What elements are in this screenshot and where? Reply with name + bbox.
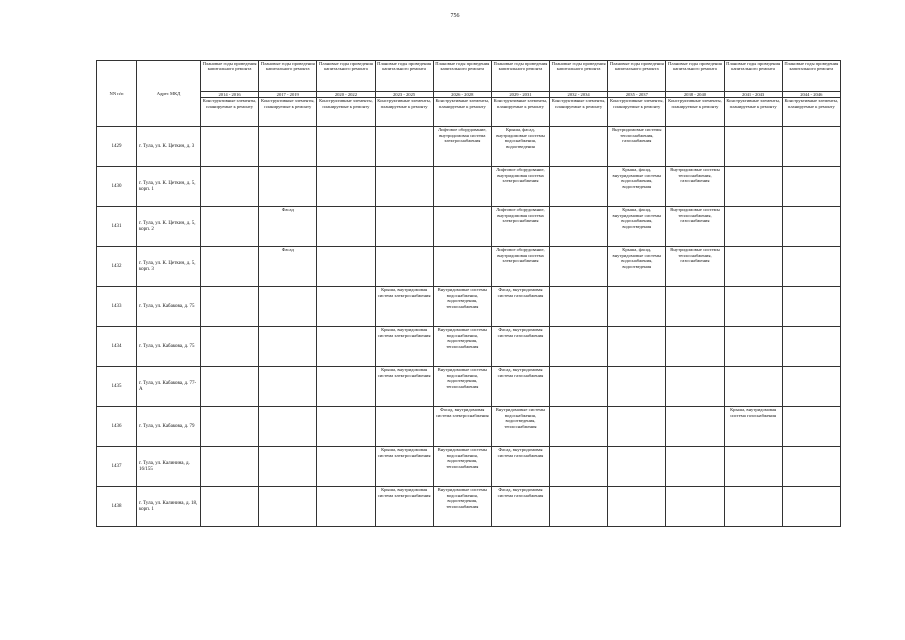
row-address: г. Тула, ул. Кабакова, д. 75: [137, 327, 201, 367]
repair-elements-cell: [375, 247, 433, 287]
period-subtitle-4: Конструктивные элементы, планируемые к ремонту: [375, 98, 433, 127]
period-title-1: Плановые годы проведения капитального ремонта: [201, 61, 259, 92]
period-title-7: Плановые годы проведения капитального ремонта: [550, 61, 608, 92]
repair-elements-cell: [724, 327, 782, 367]
repair-elements-cell: Внутридомовые системы водоснабжения, водоотведения, теплоснабжения: [433, 367, 491, 407]
row-address: г. Тула, ул. К. Цеткин, д. 5, корп. 1: [137, 167, 201, 207]
repair-elements-cell: [724, 367, 782, 407]
repair-elements-cell: [782, 127, 840, 167]
repair-elements-cell: [317, 167, 375, 207]
period-years-10: 2041 - 2043: [724, 92, 782, 98]
table-row: [97, 167, 841, 207]
repair-elements-cell: Фасад, внутридомовая система газоснабжения: [491, 487, 549, 527]
repair-elements-cell: Крыша, фасад, внутридомовые системы водоснабжения, водоотведения: [608, 207, 666, 247]
table-row: [97, 487, 841, 527]
repair-elements-cell: Крыша, фасад, внутридомовые системы водоснабжения, водоотведения: [608, 247, 666, 287]
repair-elements-cell: [317, 487, 375, 527]
repair-elements-cell: Крыша, фасад, внутридомовые системы водоснабжения, водоотведения: [608, 167, 666, 207]
repair-elements-cell: [550, 447, 608, 487]
repair-elements-cell: [782, 447, 840, 487]
period-title-3: Плановые годы проведения капитального ремонта: [317, 61, 375, 92]
period-years-9: 2038 - 2040: [666, 92, 724, 98]
repair-elements-cell: Внутридомовые системы водоснабжения, водоотведения, теплоснабжения: [433, 327, 491, 367]
repair-elements-cell: [782, 407, 840, 447]
repair-elements-cell: [666, 327, 724, 367]
row-number: 1433: [97, 287, 137, 327]
period-subtitle-3: Конструктивные элементы, планируемые к ремонту: [317, 98, 375, 127]
period-subtitle-7: Конструктивные элементы, планируемые к ремонту: [550, 98, 608, 127]
repair-elements-cell: [259, 487, 317, 527]
period-title-2: Плановые годы проведения капитального ремонта: [259, 61, 317, 92]
row-number: 1432: [97, 247, 137, 287]
repair-elements-cell: [724, 287, 782, 327]
repair-elements-cell: [608, 447, 666, 487]
period-years-3: 2020 - 2022: [317, 92, 375, 98]
repair-elements-cell: [550, 127, 608, 167]
repair-elements-cell: Крыша, внутридомовая система электроснабжения: [375, 327, 433, 367]
capital-repair-plan-table: [96, 60, 841, 527]
repair-elements-cell: [666, 127, 724, 167]
repair-elements-cell: Внутридомовые системы водоснабжения, водоотведения, теплоснабжения: [433, 287, 491, 327]
repair-elements-cell: Внутридомовые системы теплоснабжения, газоснабжения: [666, 247, 724, 287]
period-years-8: 2035 - 2037: [608, 92, 666, 98]
address-column-header: Адрес МКД: [137, 61, 201, 127]
repair-elements-cell: [550, 247, 608, 287]
repair-elements-cell: [259, 127, 317, 167]
table-row: [97, 447, 841, 487]
period-title-8: Плановые годы проведения капитального ремонта: [608, 61, 666, 92]
period-years-6: 2029 - 2031: [491, 92, 549, 98]
row-address: г. Тула, ул. К. Цеткин, д. 3: [137, 127, 201, 167]
period-years-4: 2023 - 2025: [375, 92, 433, 98]
table-body: [97, 127, 841, 527]
repair-elements-cell: [375, 127, 433, 167]
period-subtitle-2: Конструктивные элементы, планируемые к ремонту: [259, 98, 317, 127]
repair-elements-cell: Фасад, внутридомовая система газоснабжения: [491, 287, 549, 327]
row-number: 1438: [97, 487, 137, 527]
repair-elements-cell: Внутридомовые системы теплоснабжения, газоснабжения: [666, 167, 724, 207]
repair-elements-cell: [550, 407, 608, 447]
repair-elements-cell: [201, 407, 259, 447]
repair-elements-cell: [375, 167, 433, 207]
row-address: г. Тула, ул. К. Цеткин, д. 5, корп. 2: [137, 207, 201, 247]
repair-elements-cell: [433, 207, 491, 247]
repair-elements-cell: [201, 327, 259, 367]
repair-elements-cell: [608, 487, 666, 527]
period-title-9: Плановые годы проведения капитального ремонта: [666, 61, 724, 92]
repair-elements-cell: Фасад: [259, 247, 317, 287]
repair-elements-cell: Крыша, внутридомовая система электроснабжения: [375, 487, 433, 527]
row-number: 1435: [97, 367, 137, 407]
repair-elements-cell: Внутридомовые системы теплоснабжения, газоснабжения: [608, 127, 666, 167]
repair-elements-cell: [317, 407, 375, 447]
repair-elements-cell: Фасад, внутридомовая система газоснабжения: [491, 327, 549, 367]
period-title-11: Плановые годы проведения капитального ремонта: [782, 61, 840, 92]
repair-elements-cell: [201, 127, 259, 167]
repair-elements-cell: [201, 287, 259, 327]
repair-elements-cell: [608, 367, 666, 407]
repair-elements-cell: [317, 207, 375, 247]
repair-elements-cell: Лифтовое оборудование, внутридомовая система электроснабжения: [433, 127, 491, 167]
period-title-10: Плановые годы проведения капитального ремонта: [724, 61, 782, 92]
num-column-header: NN п/п: [97, 61, 137, 127]
period-years-1: 2014 - 2016: [201, 92, 259, 98]
repair-elements-cell: [317, 247, 375, 287]
repair-elements-cell: [550, 327, 608, 367]
table-header: [97, 61, 841, 127]
repair-elements-cell: [550, 287, 608, 327]
period-title-6: Плановые годы проведения капитального ремонта: [491, 61, 549, 92]
period-title-5: Плановые годы проведения капитального ремонта: [433, 61, 491, 92]
repair-elements-cell: [201, 367, 259, 407]
repair-elements-cell: [259, 287, 317, 327]
repair-elements-cell: [201, 447, 259, 487]
repair-elements-cell: [317, 327, 375, 367]
repair-elements-cell: [666, 487, 724, 527]
period-years-5: 2026 - 2028: [433, 92, 491, 98]
repair-elements-cell: [608, 287, 666, 327]
repair-elements-cell: Внутридомовые системы водоснабжения, водоотведения, теплоснабжения: [491, 407, 549, 447]
repair-elements-cell: [724, 487, 782, 527]
repair-elements-cell: [317, 447, 375, 487]
repair-elements-cell: [608, 407, 666, 447]
repair-elements-cell: [724, 247, 782, 287]
repair-elements-cell: Лифтовое оборудование, внутридомовая система электроснабжения: [491, 247, 549, 287]
repair-elements-cell: Внутридомовые системы водоснабжения, водоотведения, теплоснабжения: [433, 447, 491, 487]
period-years-2: 2017 - 2019: [259, 92, 317, 98]
repair-elements-cell: [666, 367, 724, 407]
period-subtitle-1: Конструктивные элементы, планируемые к ремонту: [201, 98, 259, 127]
period-subtitle-10: Конструктивные элементы, планируемые к ремонту: [724, 98, 782, 127]
period-subtitle-11: Конструктивные элементы, планируемые к ремонту: [782, 98, 840, 127]
row-address: г. Тула, ул. Калинина, д. 18, корп. 1: [137, 487, 201, 527]
repair-elements-cell: [317, 287, 375, 327]
repair-elements-cell: [259, 367, 317, 407]
repair-elements-cell: Фасад, внутридомовая система электроснабжения: [433, 407, 491, 447]
repair-elements-cell: [666, 287, 724, 327]
repair-elements-cell: [259, 407, 317, 447]
repair-elements-cell: [259, 327, 317, 367]
repair-elements-cell: Крыша, внутридомовая система электроснабжения: [375, 367, 433, 407]
repair-elements-cell: [666, 447, 724, 487]
table-row: [97, 247, 841, 287]
repair-elements-cell: [375, 407, 433, 447]
repair-elements-cell: [201, 167, 259, 207]
repair-elements-cell: [201, 207, 259, 247]
period-subtitle-5: Конструктивные элементы, планируемые к ремонту: [433, 98, 491, 127]
repair-elements-cell: [375, 207, 433, 247]
repair-elements-cell: Фасад: [259, 207, 317, 247]
repair-elements-cell: [724, 447, 782, 487]
repair-elements-cell: Крыша, внутридомовая система электроснабжения: [375, 447, 433, 487]
row-address: г. Тула, ул. Кабакова, д. 79: [137, 407, 201, 447]
repair-elements-cell: Лифтовое оборудование, внутридомовая система электроснабжения: [491, 167, 549, 207]
table-row: [97, 207, 841, 247]
repair-elements-cell: [782, 287, 840, 327]
repair-elements-cell: Внутридомовые системы теплоснабжения, газоснабжения: [666, 207, 724, 247]
row-number: 1434: [97, 327, 137, 367]
row-number: 1437: [97, 447, 137, 487]
repair-elements-cell: [433, 247, 491, 287]
row-number: 1429: [97, 127, 137, 167]
repair-elements-cell: Фасад, внутридомовая система газоснабжения: [491, 367, 549, 407]
repair-elements-cell: [724, 207, 782, 247]
repair-elements-cell: [782, 367, 840, 407]
repair-elements-cell: [608, 327, 666, 367]
table-row: [97, 127, 841, 167]
repair-elements-cell: Фасад, внутридомовая система газоснабжения: [491, 447, 549, 487]
table-row: [97, 327, 841, 367]
period-subtitle-9: Конструктивные элементы, планируемые к ремонту: [666, 98, 724, 127]
repair-elements-cell: [724, 127, 782, 167]
repair-elements-cell: [782, 167, 840, 207]
repair-elements-cell: [317, 127, 375, 167]
repair-elements-cell: [782, 487, 840, 527]
repair-elements-cell: [782, 207, 840, 247]
repair-elements-cell: [433, 167, 491, 207]
period-subtitle-6: Конструктивные элементы, планируемые к ремонту: [491, 98, 549, 127]
period-years-7: 2032 - 2034: [550, 92, 608, 98]
repair-elements-cell: [782, 327, 840, 367]
row-address: г. Тула, ул. Калинина, д. 16/155: [137, 447, 201, 487]
row-address: г. Тула, ул. К. Цеткин, д. 5, корп. 3: [137, 247, 201, 287]
repair-elements-cell: [201, 247, 259, 287]
row-number: 1436: [97, 407, 137, 447]
table-row: [97, 287, 841, 327]
repair-elements-cell: Внутридомовые системы водоснабжения, водоотведения, теплоснабжения: [433, 487, 491, 527]
row-address: г. Тула, ул. Кабакова, д. 75: [137, 287, 201, 327]
repair-elements-cell: Крыша, фасад, внутридомовые системы водоснабжения, водоотведения: [491, 127, 549, 167]
repair-elements-cell: [724, 167, 782, 207]
repair-elements-cell: [550, 487, 608, 527]
period-title-4: Плановые годы проведения капитального ремонта: [375, 61, 433, 92]
repair-elements-cell: [317, 367, 375, 407]
repair-elements-cell: [259, 447, 317, 487]
table-row: [97, 407, 841, 447]
header-row-titles: [97, 61, 841, 92]
row-number: 1430: [97, 167, 137, 207]
repair-elements-cell: Лифтовое оборудование, внутридомовая система электроснабжения: [491, 207, 549, 247]
repair-elements-cell: [550, 167, 608, 207]
row-address: г. Тула, ул. Кабакова, д. 77-А: [137, 367, 201, 407]
row-number: 1431: [97, 207, 137, 247]
repair-elements-cell: [259, 167, 317, 207]
repair-elements-cell: [550, 207, 608, 247]
repair-elements-cell: [550, 367, 608, 407]
header-row-subtitles: [97, 98, 841, 127]
repair-elements-cell: Крыша, внутридомовая система газоснабжения: [724, 407, 782, 447]
period-years-11: 2044 - 2046: [782, 92, 840, 98]
repair-elements-cell: Крыша, внутридомовая система электроснабжения: [375, 287, 433, 327]
table-row: [97, 367, 841, 407]
period-subtitle-8: Конструктивные элементы, планируемые к ремонту: [608, 98, 666, 127]
repair-elements-cell: [201, 487, 259, 527]
repair-elements-cell: [666, 407, 724, 447]
page-number: 756: [450, 13, 460, 19]
repair-elements-cell: [782, 247, 840, 287]
